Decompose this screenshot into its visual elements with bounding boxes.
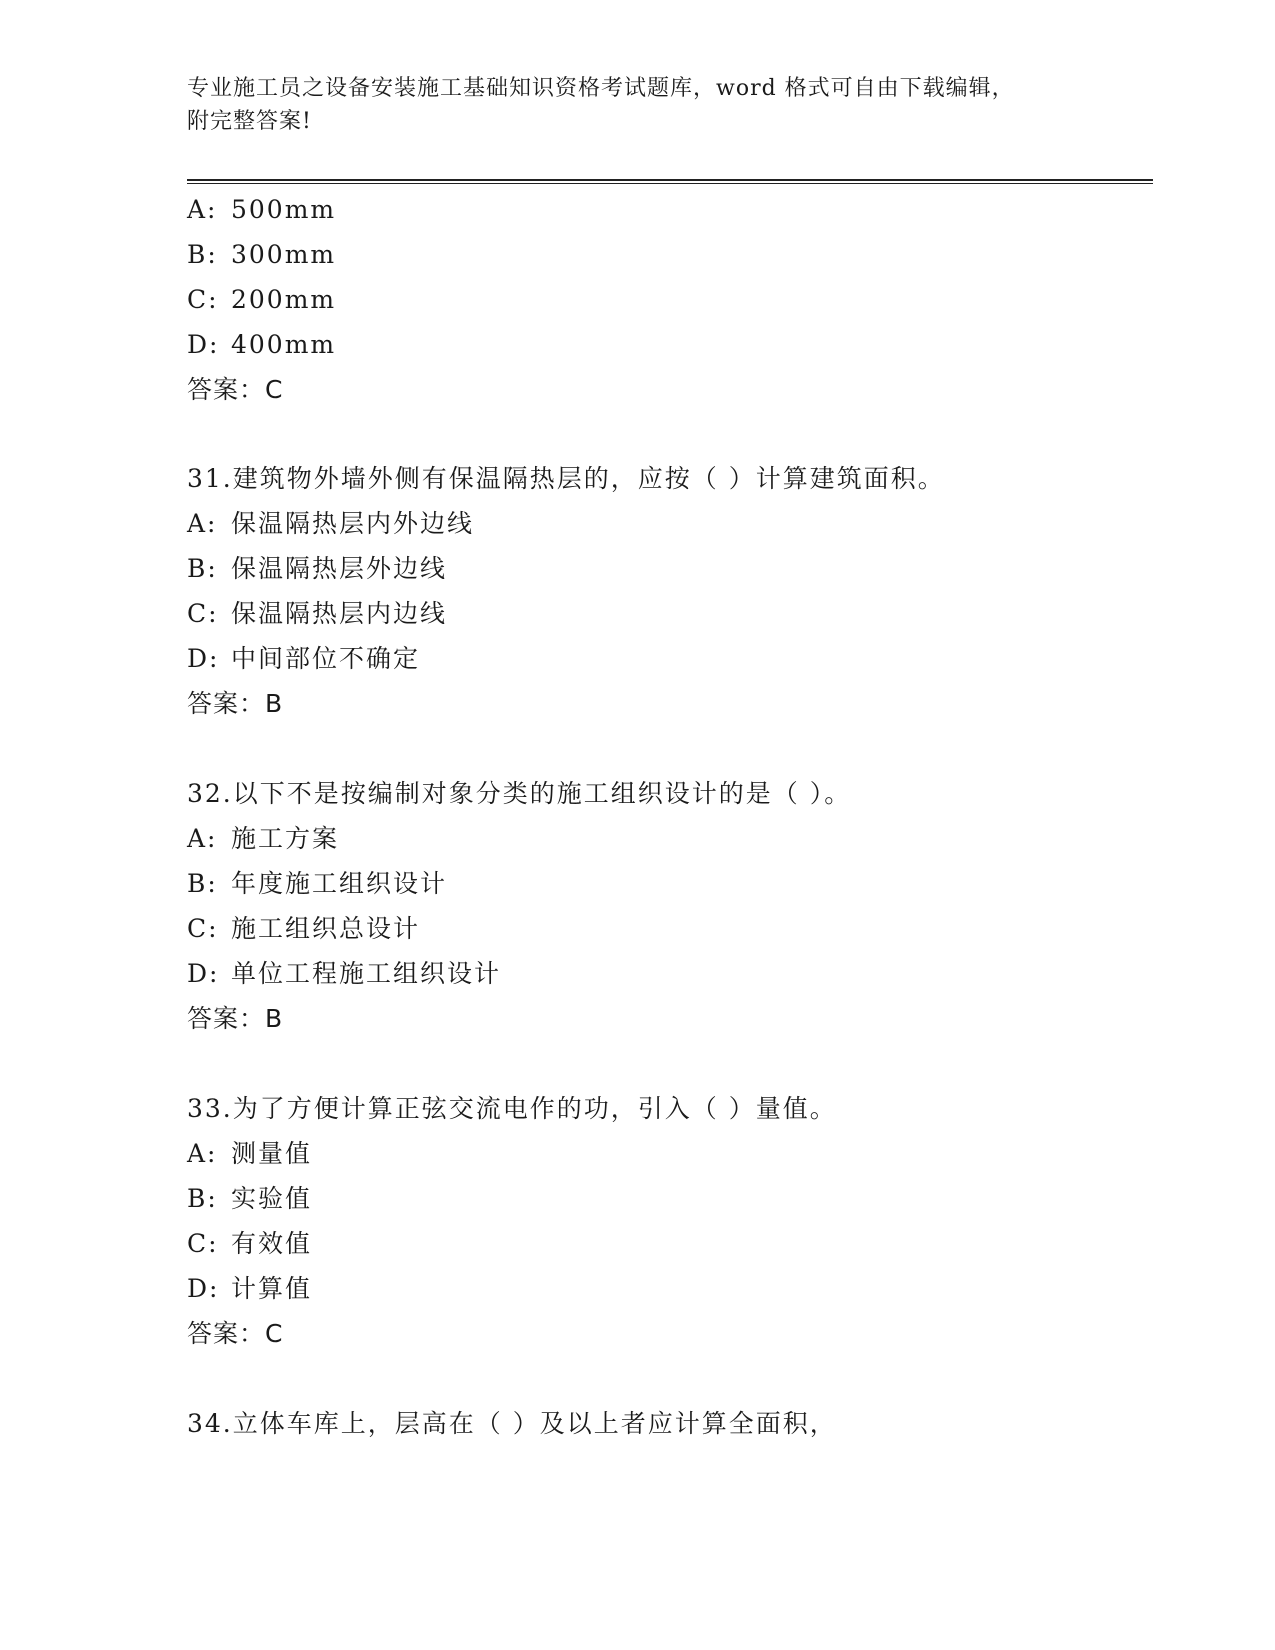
option-b: B: 300mm [187,240,337,269]
answer: 答案：B [187,689,284,718]
header-divider-thick [187,179,1153,181]
option-b: B: 年度施工组织设计 [187,869,448,898]
question-33: 33.为了方便计算正弦交流电作的功，引入（ ）量值。 [187,1094,837,1123]
option-d: D: 单位工程施工组织设计 [187,959,502,988]
document-header [187,72,1087,138]
answer: 答案：B [187,1004,284,1033]
header-line-2: 附完整答案! [187,109,312,134]
option-b: B: 实验值 [187,1184,313,1213]
option-d: D: 计算值 [187,1274,313,1303]
question-34: 34.立体车库上，层高在（ ）及以上者应计算全面积， [187,1409,837,1438]
option-b: B: 保温隔热层外边线 [187,554,448,583]
option-a: A: 施工方案 [187,824,340,853]
option-d: D: 中间部位不确定 [187,644,421,673]
option-c: C: 施工组织总设计 [187,914,421,943]
answer: 答案：C [187,375,284,404]
option-c: C: 200mm [187,285,337,314]
question-31: 31.建筑物外墙外侧有保温隔热层的，应按（ ）计算建筑面积。 [187,464,945,493]
option-d: D: 400mm [187,330,337,359]
option-a: A: 保温隔热层内外边线 [187,509,475,538]
option-a: A: 测量值 [187,1139,313,1168]
option-c: C: 保温隔热层内边线 [187,599,448,628]
option-a: A: 500mm [187,195,337,224]
answer: 答案：C [187,1319,284,1348]
question-32: 32.以下不是按编制对象分类的施工组织设计的是（ ）。 [187,779,852,808]
header-line-1: 专业施工员之设备安装施工基础知识资格考试题库，word 格式可自由下载编辑， [187,76,1015,101]
option-c: C: 有效值 [187,1229,313,1258]
header-divider-thin [187,183,1153,184]
